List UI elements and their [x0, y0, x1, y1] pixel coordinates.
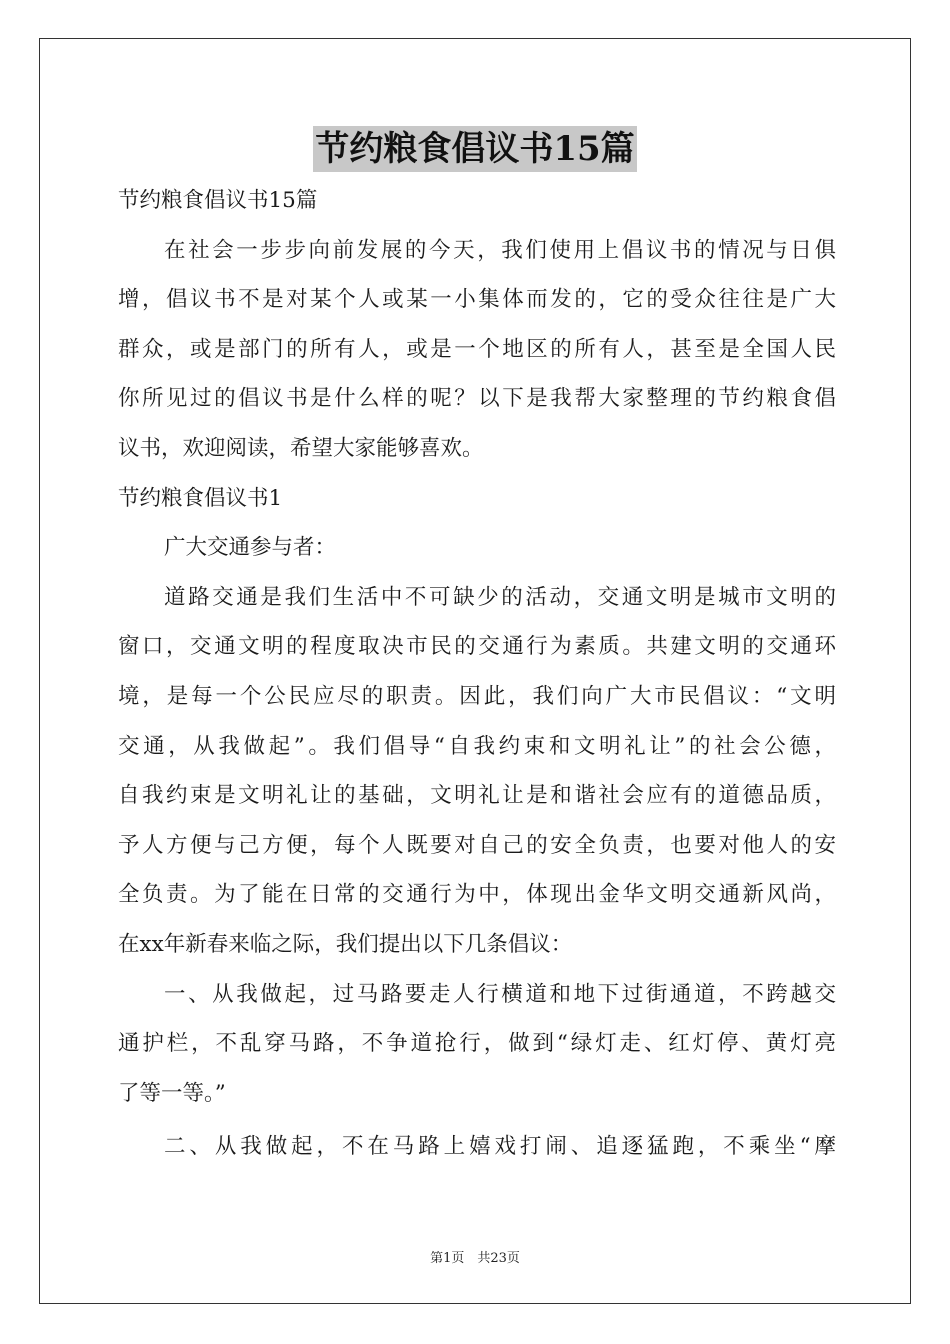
text-line: 增，倡议书不是对某个人或某一小集体而发的，它的受众往往是广大 — [118, 287, 836, 313]
text-line: 节约粮食倡议书1 — [118, 485, 283, 511]
text-line: 议书，欢迎阅读，希望大家能够喜欢。 — [118, 435, 484, 461]
text-line: 你所见过的倡议书是什么样的呢？以下是我帮大家整理的节约粮食倡 — [118, 386, 836, 412]
text-line: 道路交通是我们生活中不可缺少的活动，交通文明是城市文明的 — [164, 584, 836, 610]
text-line: 一、从我做起，过马路要走人行横道和地下过街通道，不跨越交 — [164, 981, 836, 1007]
document-body — [118, 176, 836, 1172]
text-line: 在社会一步步向前发展的今天，我们使用上倡议书的情况与日俱 — [164, 237, 836, 263]
text-line: 窗口，交通文明的程度取决市民的交通行为素质。共建文明的交通环 — [118, 634, 836, 660]
title-container — [0, 126, 950, 172]
text-line: 二、从我做起，不在马路上嬉戏打闹、追逐猛跑，不乘坐“摩 — [164, 1134, 836, 1160]
text-line: 广大交通参与者： — [164, 535, 337, 561]
document-title: 节约粮食倡议书15篇 — [313, 126, 636, 172]
text-line: 全负责。为了能在日常的交通行为中，体现出金华文明交通新风尚， — [118, 882, 836, 908]
text-line: 了等一等。” — [118, 1080, 226, 1106]
text-line: 境，是每一个公民应尽的职责。因此，我们向广大市民倡议：“文明 — [118, 683, 836, 709]
page-footer: 第1页 共23页 — [430, 1251, 520, 1266]
text-line: 交通，从我做起”。我们倡导“自我约束和文明礼让”的社会公德， — [118, 733, 836, 759]
text-line: 予人方便与己方便，每个人既要对自己的安全负责，也要对他人的安 — [118, 832, 836, 858]
text-line: 通护栏，不乱穿马路，不争道抢行，做到“绿灯走、红灯停、黄灯亮 — [118, 1031, 836, 1057]
text-line: 节约粮食倡议书15篇 — [118, 188, 318, 213]
text-line: 在xx年新春来临之际，我们提出以下几条倡议： — [118, 931, 573, 957]
text-line: 自我约束是文明礼让的基础，文明礼让是和谐社会应有的道德品质， — [118, 783, 836, 809]
text-line: 群众，或是部门的所有人，或是一个地区的所有人，甚至是全国人民 — [118, 336, 836, 362]
